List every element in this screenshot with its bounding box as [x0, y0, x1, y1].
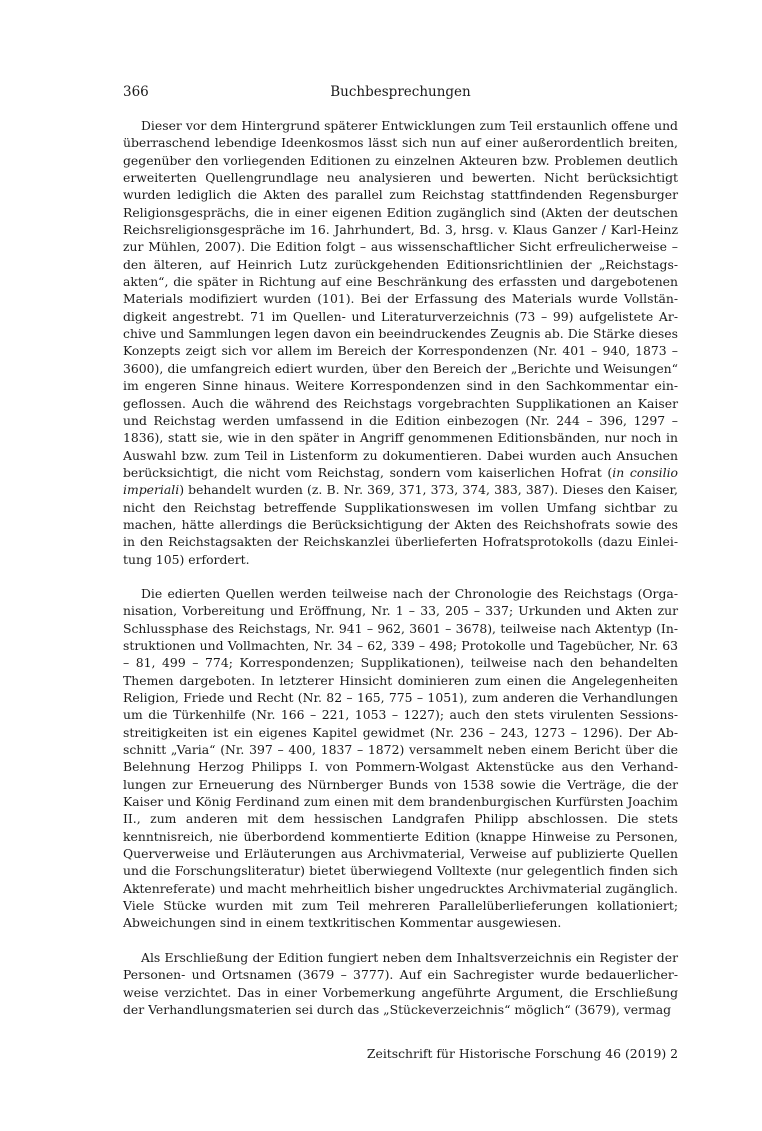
paragraph-1-text-b: ) behandelt wurden (z. B. Nr. 369, 371, 373, 374, 383, 387). Dieses den Kaiser, nicht den Reichstag betreffende Supplikationswesen im vollen Umfang sichtbar zu machen, hätte allerdings die Berücksichtigung der Akten des Reichshofrats sowie des in den Reichstagsakten der Reichskanzlei überlieferten Hofratsprotokolls (dazu Einleitung 105) erfordert. [123, 482, 678, 567]
page-header [123, 84, 678, 104]
paragraph-2: Die edierten Quellen werden teilweise nach der Chronologie des Reichstags (Organisation, Vorbereitung und Eröffnung, Nr. 1 – 33, 205 – 337; Urkunden und Akten zur Schlussphase des Reichstags, Nr. 941 – 962, 3601 – 3678), teilweise nach Aktentyp (Instruktionen und Vollmachten, Nr. 34 – 62, 339 – 498; Protokolle und Tagebücher, Nr. 63 – 81, 499 – 774; Korrespondenzen; Supplikationen), teilweise nach den behandelten Themen dargeboten. In letzterer Hinsicht dominieren zum einen die Angelegenheiten Religion, Friede und Recht (Nr. 82 – 165, 775 – 1051), zum anderen die Verhandlungen um die Türkenhilfe (Nr. 166 – 221, 1053 – 1227); auch den stets virulenten Sessionsstreitigkeiten ist ein eigenes Kapitel gewidmet (Nr. 236 – 243, 1273 – 1296). Der Abschnitt „Varia“ (Nr. 397 – 400, 1837 – 1872) versammelt neben einem Bericht über die Belehnung Herzog Philipps I. von Pommern-Wolgast Aktenstücke aus den Verhandlungen zur Erneuerung des Nürnberger Bunds von 1538 sowie die Verträge, die der Kaiser und König Ferdinand zum einen mit dem brandenburgischen Kurfürsten Joachim II., zum anderen mit dem hessischen Landgrafen Philipp abschlossen. Die stets kenntnisreich, nie überbordend kommentierte Edition (knappe Hinweise zu Personen, Querverweise und Erläuterungen aus Archivmaterial, Verweise auf publizierte Quellen und die Forschungsliteratur) bietet überwiegend Volltexte (nur gelegentlich finden sich Aktenreferate) und macht mehrheitlich bisher ungedrucktes Archivmaterial zugänglich. Viele Stücke wurden mit zum Teil mehreren Parallelüberlieferungen kollationiert; Abweichungen sind in einem textkritischen Kommentar ausgewiesen. [123, 585, 678, 931]
paragraph-1-italic: in consilio imperiali [123, 464, 679, 498]
paragraph-1-text-a: Dieser vor dem Hintergrund späterer Entwicklungen zum Teil erstaunlich offene und überraschend lebendige Ideenkosmos lässt sich nun auf einer außerordentlich breiten, gegenüber den vorliegenden Editionen zu einzelnen Akteuren bzw. Problemen deutlich erweiterten Quellengrundlage neu analysieren und bewerten. Nicht berücksichtigt wurden lediglich die Akten des parallel zum Reichstag stattfindenden Regensburger Religionsgesprächs, die in einer eigenen Edition zugänglich sind (Akten der deutschen Reichsreligionsgespräche im 16. Jahrhundert, Bd. 3, hrsg. v. Klaus Ganzer / Karl-Heinz zur Mühlen, 2007). Die Edition folgt – aus wissenschaftlicher Sicht erfreulicherweise – den älteren, auf Heinrich Lutz zurückgehenden Editionsrichtlinien der „Reichstagsakten“, die später in Richtung auf eine Beschränkung des erfassten und dargebotenen Materials modifiziert wurden (101). Bei der Erfassung des Materials wurde Vollständigkeit angestrebt. 71 im Quellen- und Literaturverzeichnis (73 – 99) aufgelistete Archive und Sammlungen legen davon ein beeindruckendes Zeugnis ab. Die Stärke dieses Konzepts zeigt sich vor allem im Bereich der Korrespondenzen (Nr. 401 – 940, 1873 – 3600), die umfangreich ediert wurden, über den Bereich der „Berichte und Weisungen“ im engeren Sinne hinaus. Weitere Korrespondenzen sind in den Sachkommentar eingeflossen. Auch die während des Reichstags vorgebrachten Supplikationen an Kaiser und Reichstag werden umfassend in die Edition einbezogen (Nr. 244 – 396, 1297 – 1836), statt sie, wie in den später in Angriff genommenen Editionsbänden, nur noch in Auswahl bzw. zum Teil in Listenform zu dokumentieren. Dabei wurden auch Ansuchen berücksichtigt, die nicht vom Reichstag, sondern vom kaiserlichen Hofrat ( [123, 118, 678, 480]
paragraph-3: Als Erschließung der Edition fungiert neben dem Inhaltsverzeichnis ein Register der Personen- und Ortsnamen (3679 – 3777). Auf ein Sachregister wurde bedauerlicherweise verzichtet. Das in einer Vorbemerkung angeführte Argument, die Erschließung der Verhandlungsmaterien sei durch das „Stückeverzeichnis“ möglich“ (3679), vermag [123, 949, 678, 1017]
running-title: Buchbesprechungen [330, 84, 471, 100]
page-number: 366 [123, 84, 149, 100]
journal-footer: Zeitschrift für Historische Forschung 46 (2019) 2 [366, 1046, 678, 1061]
paragraph-1 [123, 117, 678, 568]
article-body [123, 117, 678, 1018]
